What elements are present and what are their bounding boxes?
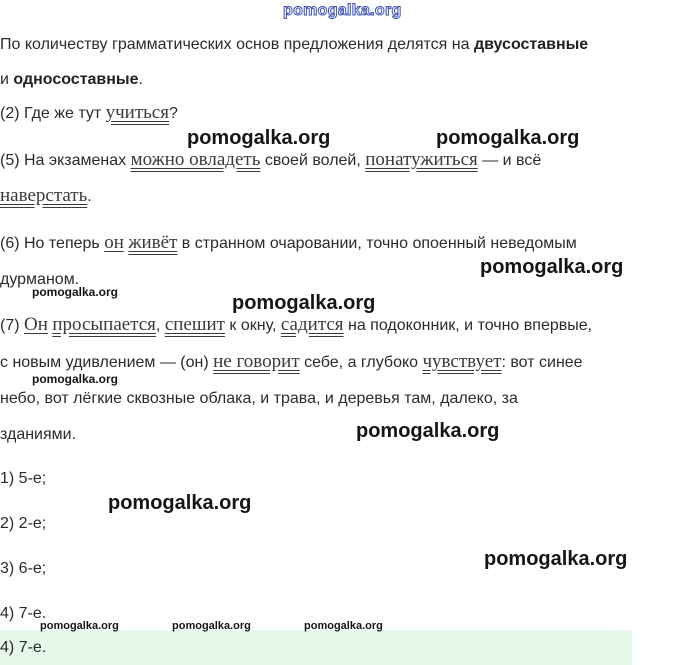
s7-predicate-3: садится bbox=[280, 314, 344, 335]
header-watermark: pomogalka.org bbox=[283, 2, 402, 19]
s6-prefix: (6) Но теперь bbox=[0, 235, 105, 252]
s5-predicate-2: понатужиться bbox=[365, 149, 478, 170]
s6-subject: он bbox=[104, 232, 124, 253]
s7-predicate-4: не говорит bbox=[213, 351, 300, 372]
intro-end: . bbox=[138, 71, 143, 88]
watermark: pomogalka.org bbox=[32, 285, 119, 299]
intro-bold-two-part: двусоставные bbox=[473, 36, 589, 53]
watermark: pomogalka.org bbox=[480, 256, 624, 278]
sentence-7-line-1: (7) Он просыпается, спешит к окну, садится на подоконник, и точно впервые, bbox=[0, 314, 593, 335]
watermark: pomogalka.org bbox=[484, 548, 628, 570]
option-2: 2) 2-е; bbox=[0, 515, 47, 532]
s7-predicate-5: чувствует bbox=[422, 351, 502, 372]
intro-line-2 bbox=[0, 70, 143, 90]
watermark: pomogalka.org bbox=[32, 372, 119, 386]
s7-predicate-2: спешит bbox=[164, 314, 225, 335]
sentence-6-line-1 bbox=[0, 233, 577, 254]
answer-highlight bbox=[0, 630, 632, 665]
intro-text: По количеству грамматических основ предложения делятся на bbox=[0, 36, 474, 53]
s7-prefix: (7) bbox=[0, 317, 24, 334]
s5-tail: — и всё bbox=[477, 152, 542, 169]
watermark: pomogalka.org bbox=[356, 420, 500, 442]
watermark: pomogalka.org bbox=[436, 127, 580, 149]
s7-predicate-1: просыпается bbox=[52, 314, 156, 335]
sentence-7-line-4: зданиями. bbox=[0, 426, 77, 443]
option-4: 4) 7-е. bbox=[0, 605, 47, 622]
s2-prefix: (2) Где же тут bbox=[0, 105, 106, 122]
watermark: pomogalka.org bbox=[40, 620, 119, 632]
intro-bold-one-part: односоставные bbox=[13, 71, 139, 88]
s7-text-2: на подоконник, и точно впервые, bbox=[343, 317, 593, 334]
s5-prefix: (5) На экзаменах bbox=[0, 152, 131, 169]
s2-predicate: учиться bbox=[105, 102, 169, 123]
sentence-7-line-3: небо, вот лёгкие сквозные облака, и трава, и деревья там, далеко, за bbox=[0, 390, 518, 407]
sentence-5-line-1 bbox=[0, 150, 541, 171]
s7-l2a: с новым удивлением — (он) bbox=[0, 354, 214, 371]
sentence-6-line-2: дурманом. bbox=[0, 271, 80, 288]
watermark: pomogalka.org bbox=[304, 620, 383, 632]
watermark: pomogalka.org bbox=[187, 127, 331, 149]
s7-text-1: к окну, bbox=[224, 317, 281, 334]
option-3: 3) 6-е; bbox=[0, 560, 47, 577]
s2-end: ? bbox=[168, 105, 178, 122]
intro-text-2: и bbox=[0, 71, 14, 88]
s5-mid: своей волей, bbox=[260, 152, 366, 169]
s7-l2b: себе, а глубоко bbox=[299, 354, 423, 371]
answer-text: 4) 7-е. bbox=[0, 639, 47, 656]
watermark: pomogalka.org bbox=[172, 620, 251, 632]
watermark: pomogalka.org bbox=[108, 492, 252, 514]
s5-end: . bbox=[87, 188, 92, 205]
s7-subject: Он bbox=[24, 314, 48, 335]
intro-line-1 bbox=[0, 35, 588, 55]
option-1: 1) 5-е; bbox=[0, 470, 47, 487]
sentence-7-line-2 bbox=[0, 352, 583, 373]
s5-predicate-1: можно овладеть bbox=[130, 149, 261, 170]
watermark: pomogalka.org bbox=[232, 292, 376, 314]
s6-tail: в странном очаровании, точно опоенный неведомым bbox=[177, 235, 577, 252]
sentence-5-line-2 bbox=[0, 186, 92, 207]
s5-predicate-3: наверстать bbox=[0, 185, 88, 206]
sentence-2 bbox=[0, 103, 178, 124]
s7-l2c: : вот синее bbox=[501, 354, 583, 371]
s6-predicate: живёт bbox=[128, 232, 178, 253]
